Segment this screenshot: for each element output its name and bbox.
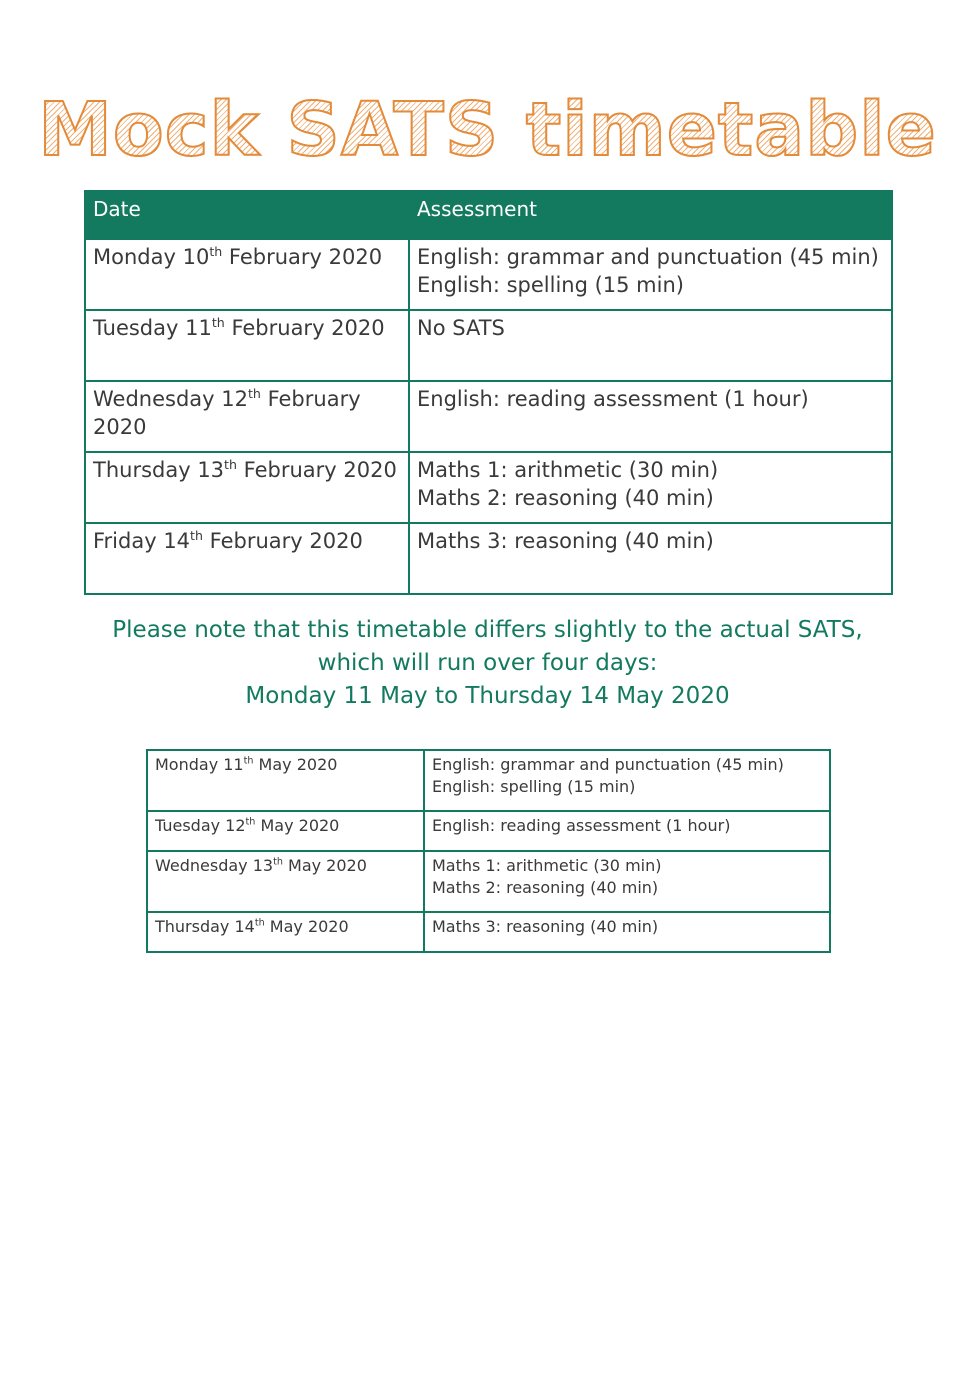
assessment-line: Maths 2: reasoning (40 min) xyxy=(432,878,659,897)
assessment-line: Maths 3: reasoning (40 min) xyxy=(432,917,659,936)
mock-timetable xyxy=(84,190,893,595)
assessment-cell xyxy=(424,912,830,952)
date-cell: Monday 10th February 2020 xyxy=(85,239,409,310)
assessment-line: Maths 3: reasoning (40 min) xyxy=(417,529,714,553)
column-header-assessment: Assessment xyxy=(409,191,892,239)
date-cell: Wednesday 13th May 2020 xyxy=(147,851,424,912)
assessment-cell xyxy=(409,239,892,310)
assessment-line: Maths 1: arithmetic (30 min) xyxy=(417,458,719,482)
assessment-line: English: spelling (15 min) xyxy=(432,777,636,796)
assessment-cell xyxy=(409,381,892,452)
assessment-line: English: reading assessment (1 hour) xyxy=(432,816,731,835)
date-cell: Friday 14th February 2020 xyxy=(85,523,409,594)
table-row xyxy=(85,523,892,594)
column-header-date: Date xyxy=(85,191,409,239)
assessment-line: English: grammar and punctuation (45 min) xyxy=(432,755,784,774)
table-row xyxy=(85,310,892,381)
date-cell: Wednesday 12th February 2020 xyxy=(85,381,409,452)
assessment-cell xyxy=(409,452,892,523)
table-row xyxy=(147,811,830,851)
assessment-cell xyxy=(424,750,830,811)
date-cell: Tuesday 12th May 2020 xyxy=(147,811,424,851)
date-cell: Thursday 14th May 2020 xyxy=(147,912,424,952)
assessment-cell xyxy=(424,811,830,851)
assessment-cell xyxy=(409,523,892,594)
assessment-cell xyxy=(409,310,892,381)
table-row xyxy=(147,912,830,952)
table-row xyxy=(85,381,892,452)
assessment-line: English: grammar and punctuation (45 min) xyxy=(417,245,879,269)
note-line: Please note that this timetable differs slightly to the actual SATS, xyxy=(112,617,863,643)
note-paragraph xyxy=(0,614,975,713)
note-line: which will run over four days: xyxy=(317,650,658,676)
assessment-cell xyxy=(424,851,830,912)
table-row xyxy=(147,851,830,912)
table-row xyxy=(85,452,892,523)
assessment-line: Maths 1: arithmetic (30 min) xyxy=(432,856,662,875)
date-cell: Tuesday 11th February 2020 xyxy=(85,310,409,381)
actual-sats-timetable xyxy=(146,749,831,953)
page-title: Mock SATS timetable xyxy=(0,82,975,178)
date-cell: Monday 11th May 2020 xyxy=(147,750,424,811)
assessment-line: English: reading assessment (1 hour) xyxy=(417,387,809,411)
date-cell: Thursday 13th February 2020 xyxy=(85,452,409,523)
assessment-line: No SATS xyxy=(417,316,505,340)
table-row xyxy=(147,750,830,811)
note-dates: Monday 11 May to Thursday 14 May 2020 xyxy=(245,683,730,709)
table-row xyxy=(85,239,892,310)
table-header-row xyxy=(85,191,892,239)
assessment-line: Maths 2: reasoning (40 min) xyxy=(417,486,714,510)
assessment-line: English: spelling (15 min) xyxy=(417,273,684,297)
